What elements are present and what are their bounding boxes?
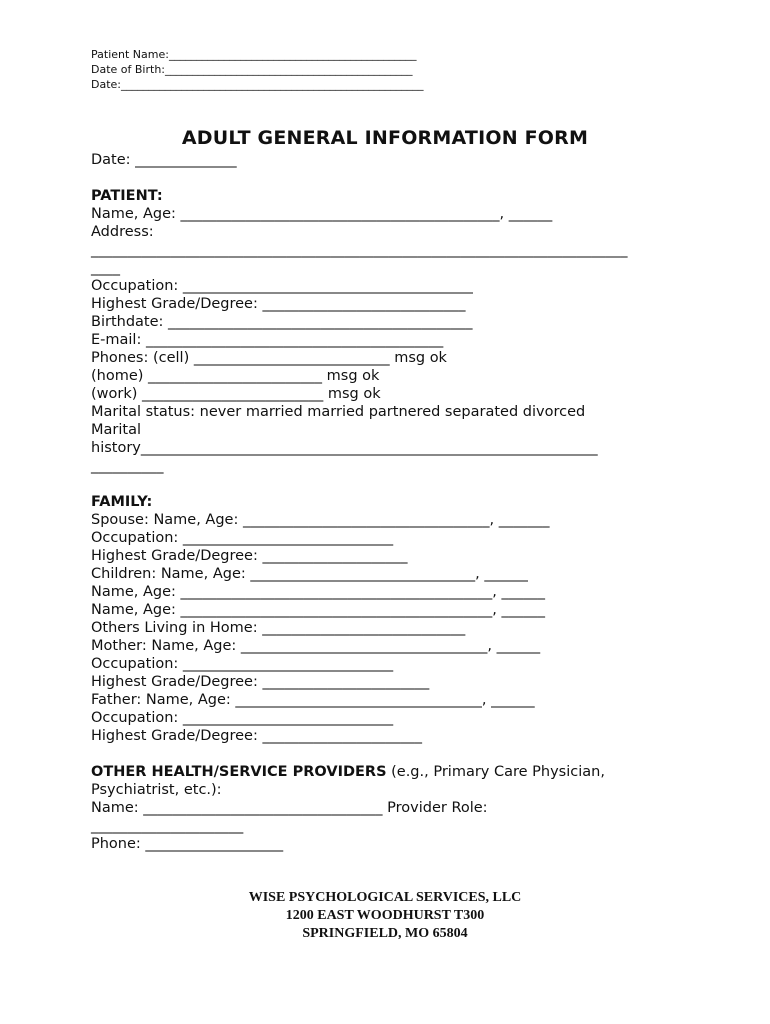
home-phone-field: (home) ________________________ msg ok bbox=[91, 368, 380, 384]
cell-phone-field: Phones: (cell) ___________________________ msg ok bbox=[91, 350, 447, 366]
marital-status-field: Marital status: never married married partnered separated divorced bbox=[91, 404, 586, 420]
providers-hint-2: Psychiatrist, etc.): bbox=[91, 782, 222, 798]
providers-hint: (e.g., Primary Care Physician, bbox=[386, 764, 605, 780]
form-title: ADULT GENERAL INFORMATION FORM bbox=[181, 127, 589, 149]
marital-history-label: Marital bbox=[91, 422, 141, 438]
form-body bbox=[91, 151, 691, 853]
header-date-field: Date:_______________________________________________________ bbox=[91, 78, 424, 91]
footer-company: WISE PSYCHOLOGICAL SERVICES, LLC bbox=[248, 890, 522, 905]
footer-city: SPRINGFIELD, MO 65804 bbox=[302, 926, 468, 941]
marital-history-line-2: __________ bbox=[91, 458, 164, 474]
address-line-2: ____ bbox=[91, 260, 120, 276]
spouse-grade-field: Highest Grade/Degree: ____________________ bbox=[91, 548, 408, 564]
footer-address bbox=[0, 889, 770, 943]
others-in-home-field: Others Living in Home: ____________________________ bbox=[91, 620, 466, 636]
patient-name-field: Patient Name:_____________________________________________ bbox=[91, 48, 417, 61]
email-field: E-mail: _________________________________________ bbox=[91, 332, 444, 348]
patient-name-age-field: Name, Age: ____________________________________________, ______ bbox=[91, 206, 553, 222]
children-field: Children: Name, Age: _______________________________, ______ bbox=[91, 566, 528, 582]
mother-field: Mother: Name, Age: __________________________________, ______ bbox=[91, 638, 541, 654]
provider-role-line: _____________________ bbox=[91, 818, 244, 834]
mother-grade-field: Highest Grade/Degree: _______________________ bbox=[91, 674, 430, 690]
birthdate-field: Birthdate: __________________________________________ bbox=[91, 314, 473, 330]
header-block bbox=[91, 47, 424, 92]
footer-street: 1200 EAST WOODHURST T300 bbox=[285, 908, 485, 923]
spouse-occupation-field: Occupation: _____________________________ bbox=[91, 530, 394, 546]
father-field: Father: Name, Age: __________________________________, ______ bbox=[91, 692, 535, 708]
marital-history-line-1: history_______________________________________________________________ bbox=[91, 440, 598, 456]
father-grade-field: Highest Grade/Degree: ______________________ bbox=[91, 728, 422, 744]
providers-heading-line bbox=[91, 763, 691, 781]
date-of-birth-field: Date of Birth:_____________________________________________ bbox=[91, 63, 413, 76]
form-date-field: Date: ______________ bbox=[91, 152, 237, 168]
providers-heading: OTHER HEALTH/SERVICE PROVIDERS bbox=[91, 764, 387, 780]
address-label: Address: bbox=[91, 224, 154, 240]
provider-phone-field: Phone: ___________________ bbox=[91, 836, 284, 852]
work-phone-field: (work) _________________________ msg ok bbox=[91, 386, 381, 402]
mother-occupation-field: Occupation: _____________________________ bbox=[91, 656, 394, 672]
child-3-field: Name, Age: ___________________________________________, ______ bbox=[91, 602, 546, 618]
father-occupation-field: Occupation: _____________________________ bbox=[91, 710, 394, 726]
patient-heading: PATIENT: bbox=[91, 188, 163, 204]
address-line-1: __________________________________________________________________________ bbox=[91, 242, 628, 258]
child-2-field: Name, Age: ___________________________________________, ______ bbox=[91, 584, 546, 600]
spouse-field: Spouse: Name, Age: __________________________________, _______ bbox=[91, 512, 550, 528]
provider-name-field: Name: _________________________________ Provider Role: bbox=[91, 800, 488, 816]
highest-grade-field: Highest Grade/Degree: ____________________________ bbox=[91, 296, 466, 312]
family-heading: FAMILY: bbox=[91, 494, 153, 510]
occupation-field: Occupation: ________________________________________ bbox=[91, 278, 473, 294]
